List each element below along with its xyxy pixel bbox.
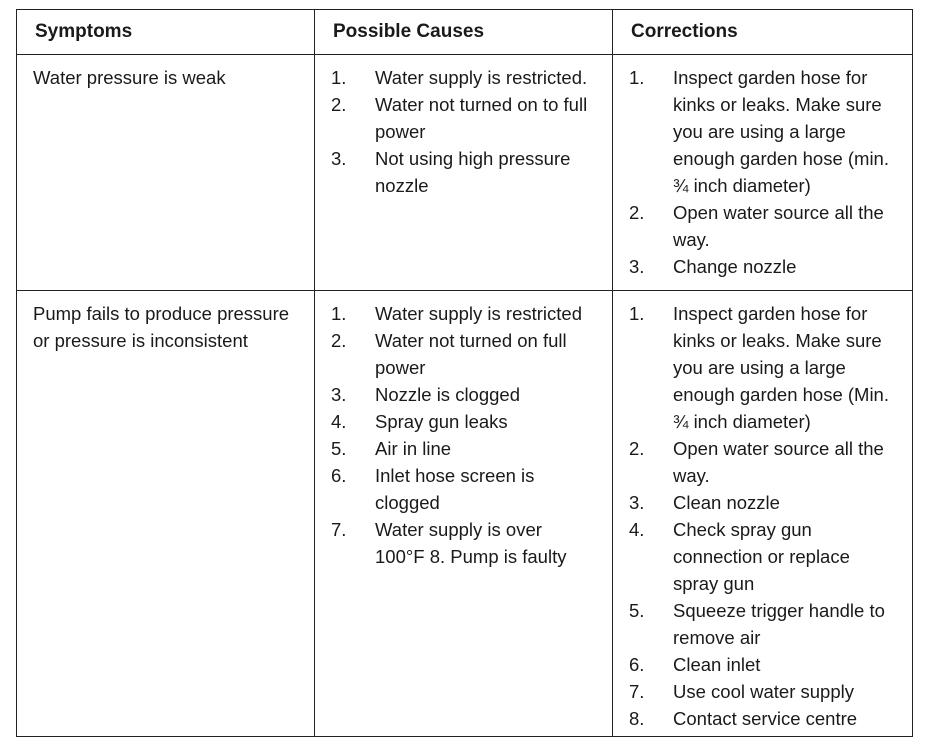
- item-number: 1.: [629, 303, 645, 324]
- item-text: Water not turned on to full power: [375, 94, 588, 142]
- item-text: Spray gun leaks: [375, 411, 508, 432]
- list-item: [629, 678, 896, 705]
- list-item: [331, 408, 596, 435]
- item-text: Water supply is restricted: [375, 303, 582, 324]
- item-number: 3.: [331, 148, 347, 169]
- item-number: 7.: [629, 681, 645, 702]
- list-item: [331, 64, 596, 91]
- list-item: [629, 435, 896, 489]
- item-text: Inspect garden hose for kinks or leaks. Make sure you are using a large enough garden hose (Min. ¾ inch diameter): [673, 303, 889, 432]
- header-possible-causes: Possible Causes: [315, 10, 613, 55]
- troubleshooting-table: [16, 9, 913, 737]
- item-text: Squeeze trigger handle to remove air: [673, 600, 885, 648]
- item-text: Clean inlet: [673, 654, 761, 675]
- item-text: Contact service centre: [673, 708, 858, 729]
- item-text: Not using high pressure nozzle: [375, 148, 571, 196]
- header-corrections: Corrections: [613, 10, 913, 55]
- list-item: [331, 91, 596, 145]
- item-text: Use cool water supply: [673, 681, 854, 702]
- item-number: 8.: [629, 708, 645, 729]
- item-text: Clean nozzle: [673, 492, 780, 513]
- header-symptoms: Symptoms: [17, 10, 315, 55]
- causes-cell: [315, 291, 613, 737]
- list-item: [331, 435, 596, 462]
- item-number: 4.: [331, 411, 347, 432]
- item-text: Check spray gun connection or replace spray gun: [673, 519, 850, 594]
- list-item: [331, 381, 596, 408]
- list-item: [331, 145, 596, 199]
- item-number: 7.: [331, 519, 347, 540]
- item-text: Nozzle is clogged: [375, 384, 520, 405]
- item-text: Inlet hose screen is clogged: [375, 465, 535, 513]
- item-number: 1.: [331, 303, 347, 324]
- list-item: [629, 651, 896, 678]
- symptom-cell: Pump fails to produce pressure or pressure is inconsistent: [17, 291, 315, 737]
- corrections-cell: [613, 55, 913, 291]
- list-item: [629, 253, 896, 280]
- item-number: 3.: [629, 492, 645, 513]
- list-item: [331, 327, 596, 381]
- list-item: [629, 64, 896, 199]
- item-text: Air in line: [375, 438, 452, 459]
- item-number: 1.: [629, 67, 645, 88]
- list-item: [629, 489, 896, 516]
- item-text: Open water source all the way.: [673, 202, 884, 250]
- item-number: 5.: [629, 600, 645, 621]
- corrections-cell: [613, 291, 913, 737]
- item-text: Water supply is restricted.: [375, 67, 588, 88]
- item-number: 5.: [331, 438, 347, 459]
- item-number: 2.: [629, 438, 645, 459]
- list-item: [331, 462, 596, 516]
- item-number: 4.: [629, 519, 645, 540]
- item-text: Open water source all the way.: [673, 438, 884, 486]
- item-number: 2.: [629, 202, 645, 223]
- item-number: 6.: [629, 654, 645, 675]
- list-item: [629, 705, 896, 732]
- causes-list: [331, 64, 596, 199]
- list-item: [629, 300, 896, 435]
- item-text: Water supply is over 100°F 8. Pump is faulty: [375, 519, 567, 567]
- causes-cell: [315, 55, 613, 291]
- causes-list: [331, 300, 596, 570]
- corrections-list: [629, 64, 896, 280]
- header-row: [17, 10, 913, 55]
- item-number: 3.: [331, 384, 347, 405]
- table-row: [17, 55, 913, 291]
- item-number: 2.: [331, 94, 347, 115]
- list-item: [331, 516, 596, 570]
- symptom-cell: Water pressure is weak: [17, 55, 315, 291]
- item-number: 6.: [331, 465, 347, 486]
- item-number: 1.: [331, 67, 347, 88]
- item-text: Change nozzle: [673, 256, 797, 277]
- item-number: 3.: [629, 256, 645, 277]
- list-item: [331, 300, 596, 327]
- item-text: Inspect garden hose for kinks or leaks. Make sure you are using a large enough garden hose (min. ¾ inch diameter): [673, 67, 889, 196]
- item-text: Water not turned on full power: [375, 330, 567, 378]
- list-item: [629, 199, 896, 253]
- list-item: [629, 516, 896, 597]
- item-number: 2.: [331, 330, 347, 351]
- table-row: [17, 291, 913, 737]
- list-item: [629, 597, 896, 651]
- corrections-list: [629, 300, 896, 732]
